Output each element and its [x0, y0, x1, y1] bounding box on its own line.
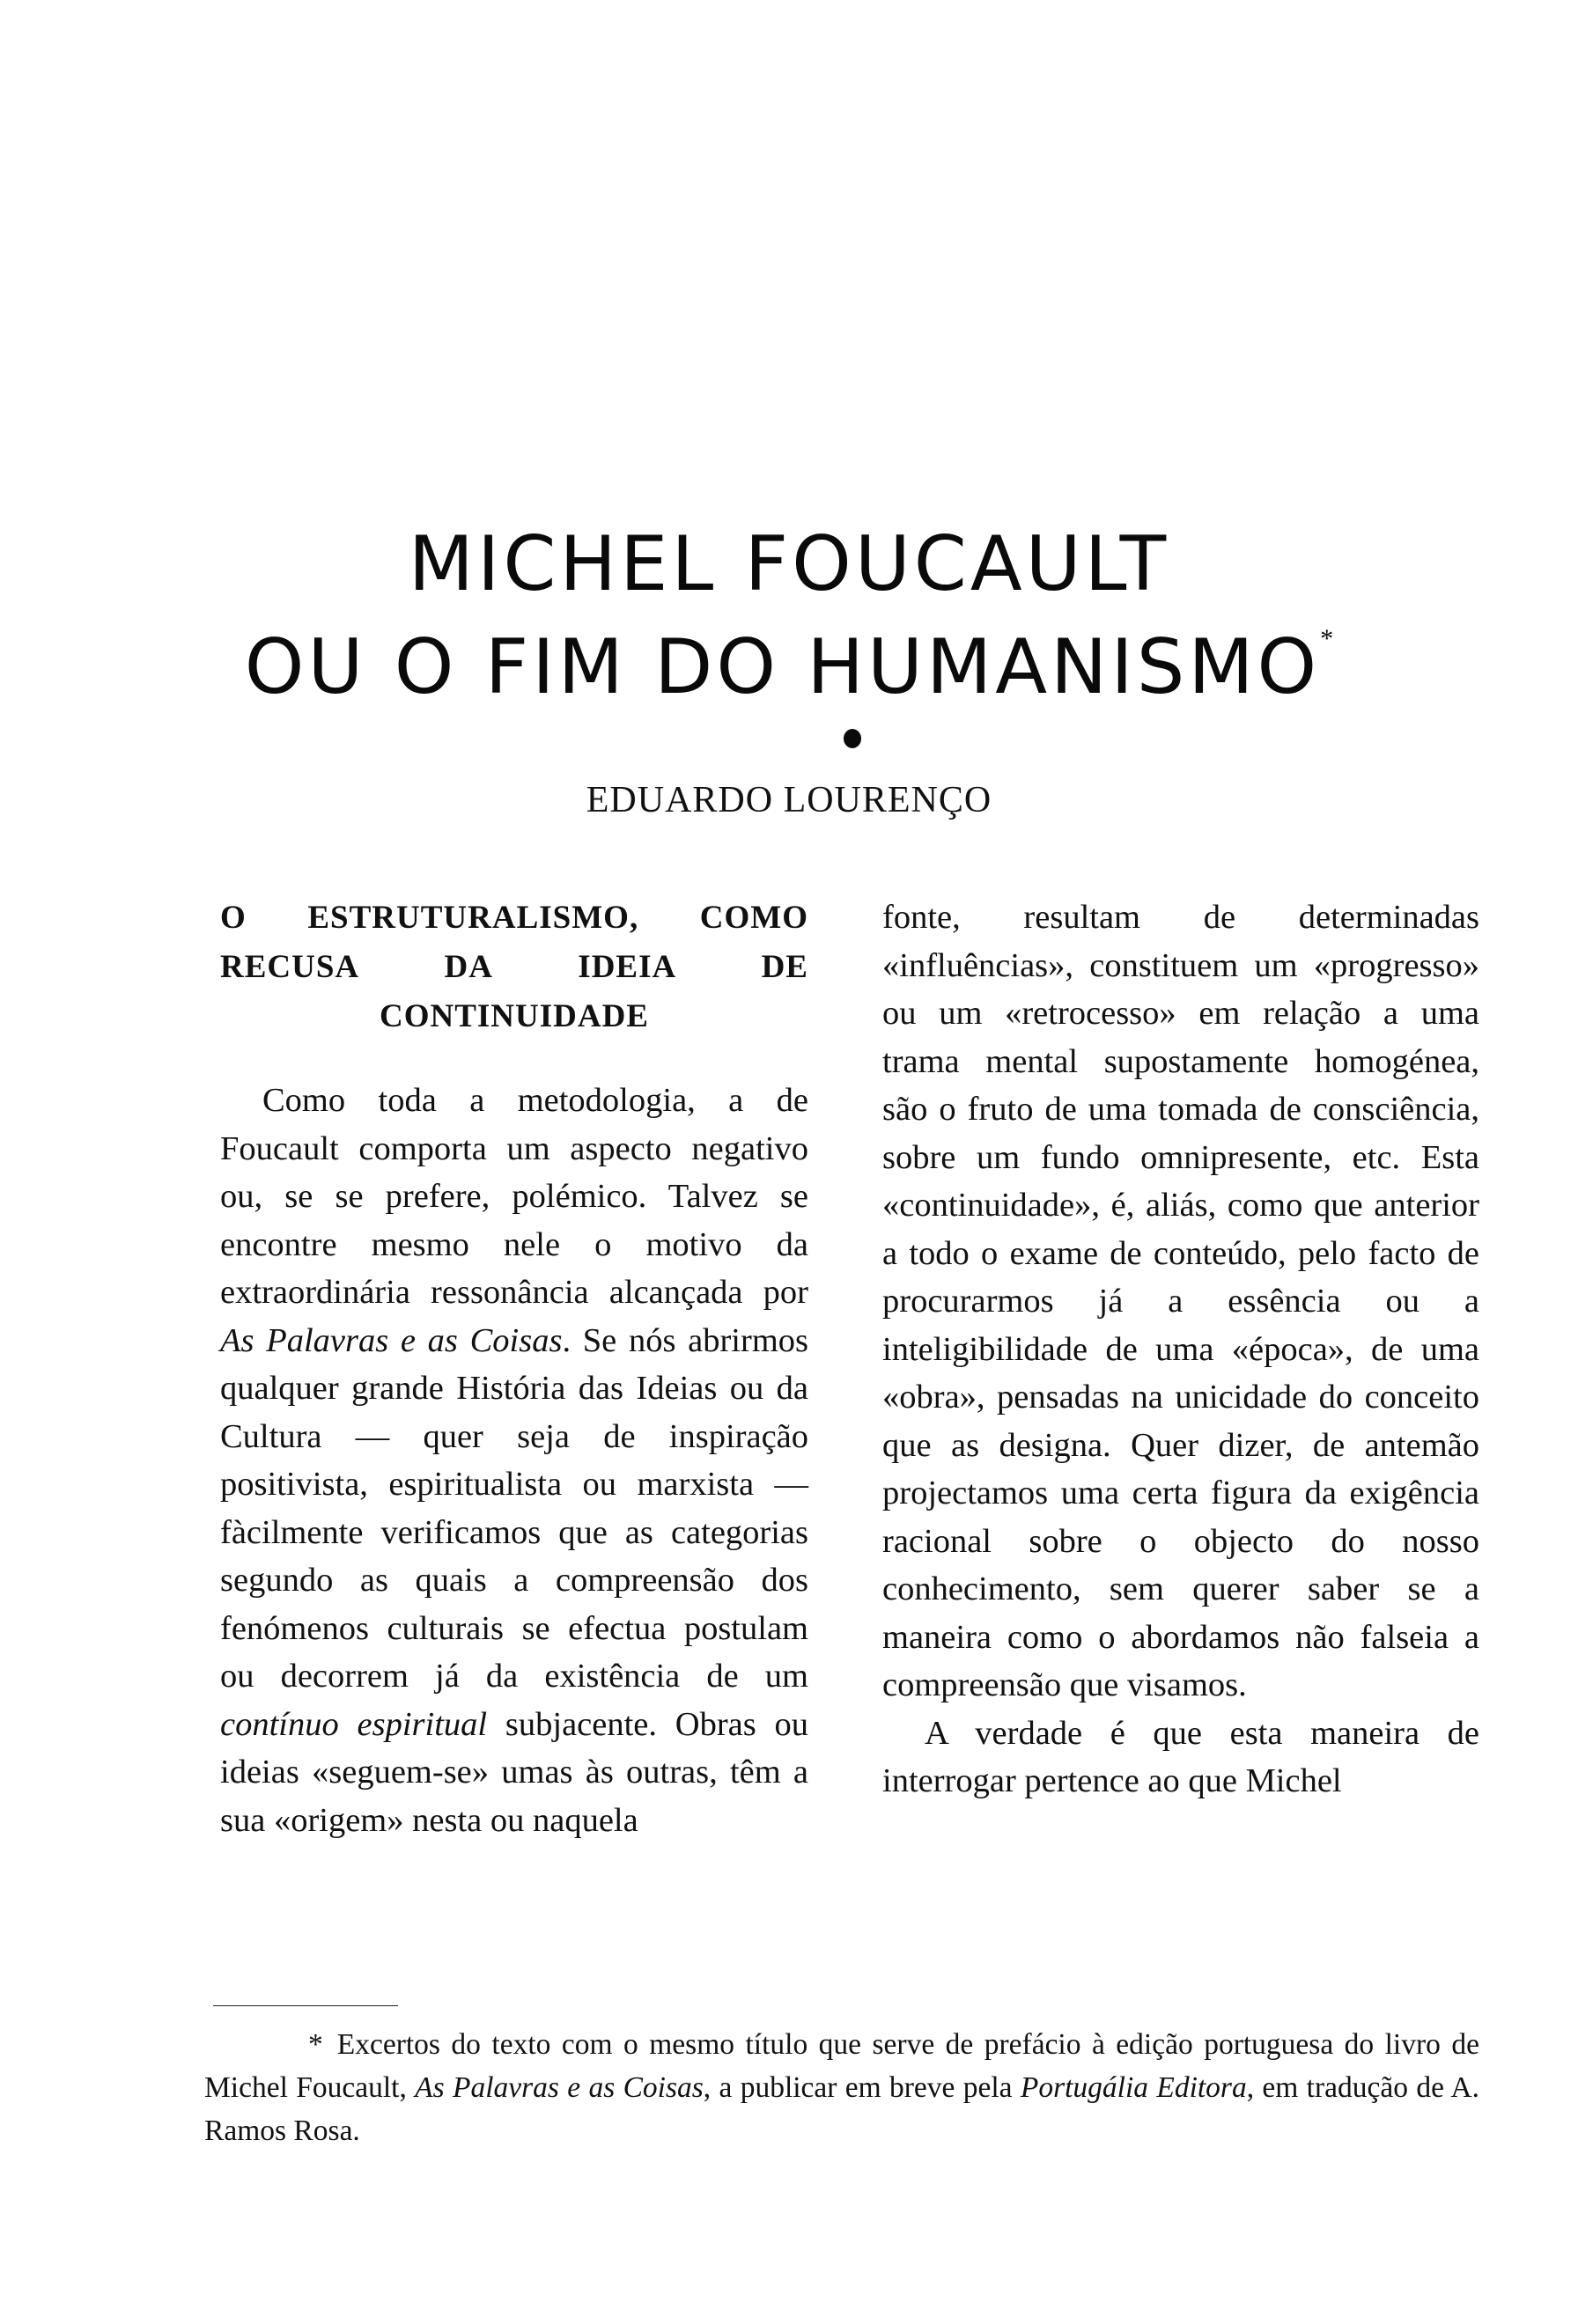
body-paragraph-1-start — [220, 1077, 808, 1844]
body-paragraph-1-continued: fonte, resultam de determinadas «influências», constituem um «progresso» ou um «retrocesso» em relação a uma trama mental supostamente homogénea, são o fruto de uma tomada de consciência, sobre um fundo omnipresente, etc. Esta «continuidade», é, aliás, como que anterior a todo o exame de conteúdo, pelo facto de procurarmos já a essência ou a inteligibilidade de uma «época», de uma «obra», pensadas na unicidade do conceito que as designa. Quer dizer, de antemão projectamos uma certa figura da exigência racional sobre o objecto do nosso conhecimento, sem querer saber se a maneira como o abordamos não falseia a compreensão que visamos. — [882, 899, 1479, 1703]
footnote-text: Excertos do texto com o mesmo título que serve de prefácio à edição portuguesa do livro de Michel Foucault, — [204, 2028, 1479, 2104]
footnote-publisher: Portugália Editora — [1020, 2071, 1247, 2104]
paragraph-text: . Se nós abrirmos qualquer grande História das Ideias ou da Cultura — quer seja de inspiração positivista, espiritualista ou marxista — fàcilmente verificamos que as categorias segundo as quais a compreensão dos fenómenos culturais se efectua postulam ou decorrem já da existência de um — [220, 1321, 808, 1695]
footnote-text: , em tradução de A. Ramos Rosa. — [204, 2071, 1479, 2147]
text-column-right — [882, 894, 1479, 1806]
footnote-text: , a publicar em breve pela — [703, 2071, 1021, 2104]
article-title-line-1: MICHEL FOUCAULT — [408, 520, 1170, 608]
section-heading: O ESTRUTURALISMO, COMO RECUSA DA IDEIA DE CONTINUIDADE — [220, 900, 808, 1034]
bullet-ornament — [844, 729, 861, 748]
book-title-italic: As Palavras e as Coisas — [220, 1321, 563, 1359]
footnote — [204, 2023, 1479, 2152]
paragraph-text: subjacente. Obras ou ideias «seguem-se» umas às outras, têm a sua «origem» nesta ou naquela — [220, 1705, 808, 1839]
footnote-divider — [213, 2005, 398, 2006]
emphasis-italic: contínuo espiritual — [220, 1705, 488, 1743]
body-paragraph-2: A verdade é que esta maneira de interrogar pertence ao que Michel — [882, 1714, 1479, 1799]
footnote-book-title: As Palavras e as Coisas — [415, 2071, 704, 2104]
article-title-line-2-text: OU O FIM DO HUMANISMO — [244, 623, 1321, 711]
paragraph-text: Como toda a metodologia, a de Foucault comporta um aspecto negativo ou, se se prefere, polémico. Talvez se encontre mesmo nele o motivo da extraordinária ressonância alcançada por — [220, 1082, 808, 1311]
title-footnote-marker: * — [1320, 624, 1334, 653]
article-title-line-2 — [0, 623, 1578, 711]
text-column-left — [220, 894, 808, 1844]
footnote-marker: * — [308, 2028, 323, 2061]
author-name: EDUARDO LOURENÇO — [586, 780, 992, 820]
